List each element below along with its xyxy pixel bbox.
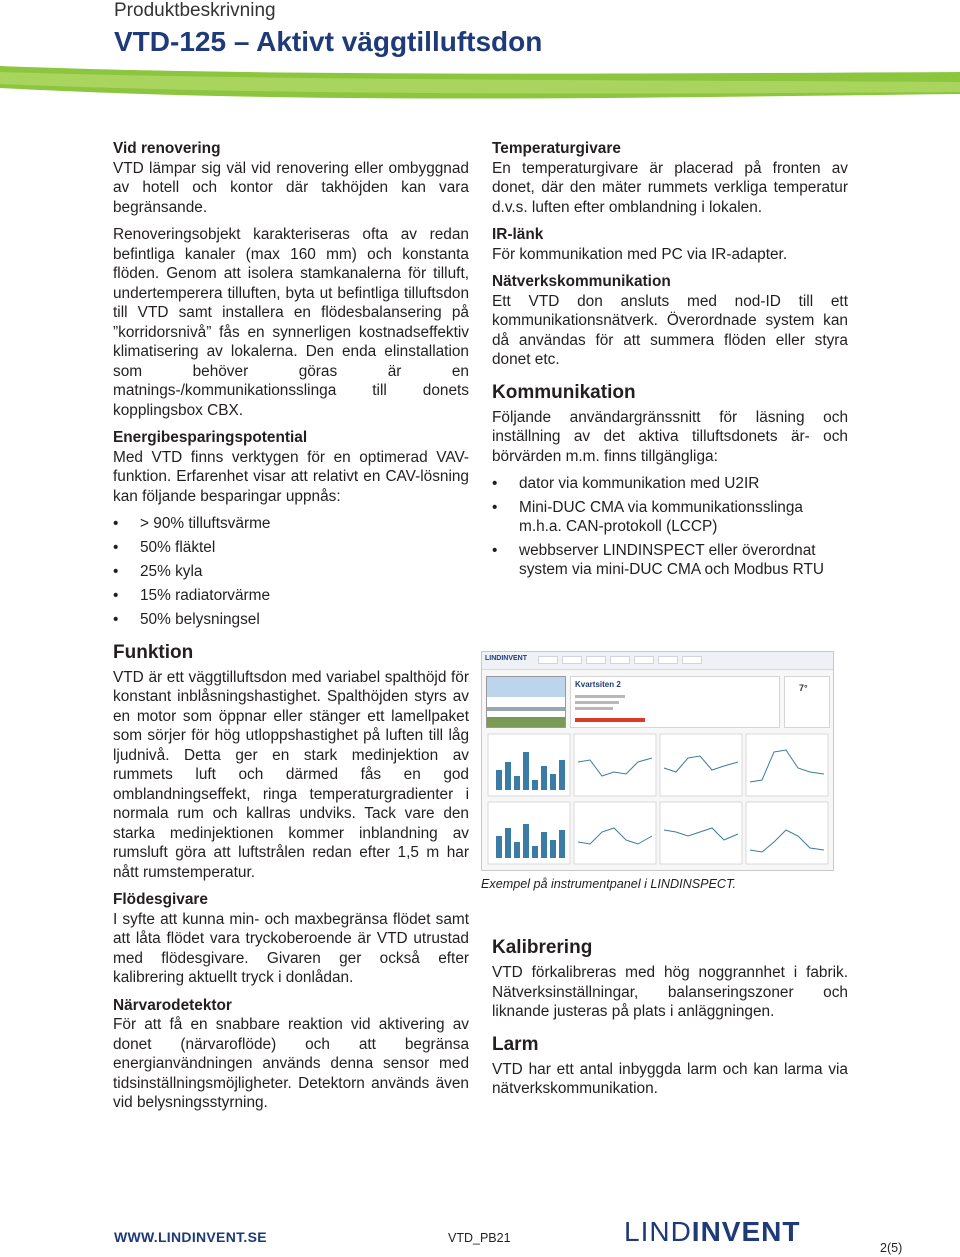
- list-item: • webbserver LINDINSPECT eller överordnat system via mini-DUC CMA och Modbus RTU: [492, 541, 848, 580]
- text-funktion: VTD är ett väggtilluftsdon med variabel spalthöjd för konstant inblåsningshastighet. Spalthöjden styrs av en motor som öppnar eller stänger ett lamellpaket som sörjer för hög utloppshastighet på luften till låg ljudnivå. Detta ger en stark medinjektion av rummets luft och därmed fås en god omblandningseffekt, ringa temperaturgradienter i normala rum och kallras undviks. Tack vare den starka medinjektionen kommer inblandning av rumsluft göra att luftstrålen redan efter 1,5 m har nått rumstemperatur.: [113, 668, 469, 881]
- list-item: • 15% radiatorvärme: [113, 586, 469, 606]
- text-temperaturgivare: En temperaturgivare är placerad på fronten av donet, där den mäter rummets verkliga temperatur d.v.s. luften efter omblandning i lokalen.: [492, 159, 848, 216]
- heading-larm: Larm: [492, 1033, 539, 1055]
- text-kommunikation: Följande användargränssnitt för läsning och inställning av det aktiva tilluftsdonets är- och börvärden m.m. finns tillgängliga:: [492, 408, 848, 465]
- page-number: 2(5): [880, 1241, 903, 1255]
- weather-temp: 7°: [799, 683, 808, 693]
- savings-list: [113, 514, 469, 630]
- text-renovering-1: VTD lämpar sig väl vid renovering eller ombyggnad av hotell och kontor där takhöjden kan vara begränsande.: [113, 159, 469, 216]
- text-natverk: Ett VTD don ansluts med nod-ID till ett kommunikationsnätverk. Överordnade system kan då användas för att summera flöden eller styra donet etc.: [492, 292, 848, 368]
- list-item: • Mini-DUC CMA via kommunikationsslinga m.h.a. CAN-protokoll (LCCP): [492, 498, 848, 537]
- list-item: • > 90% tilluftsvärme: [113, 514, 469, 534]
- weather-panel: [784, 676, 830, 728]
- list-item: • 25% kyla: [113, 562, 469, 582]
- document-code: VTD_PB21: [448, 1231, 511, 1245]
- heading-narvarodetektor: Närvarodetektor: [113, 996, 232, 1014]
- heading-renovering: Vid renovering: [113, 140, 221, 157]
- page-title: VTD-125 – Aktivt väggtilluftsdon: [114, 26, 543, 57]
- dashboard-logo: LINDINVENT: [485, 655, 527, 662]
- site-name: Kvartsiten 2: [575, 680, 621, 689]
- heading-temperaturgivare: Temperaturgivare: [492, 140, 621, 157]
- company-logo: LINDINVENT: [624, 1216, 801, 1247]
- heading-energi: Energibesparingspotential: [113, 429, 308, 446]
- right-column: [492, 139, 848, 584]
- list-item: • dator via kommunikation med U2IR: [492, 474, 848, 494]
- building-photo: [486, 676, 566, 728]
- dashboard-caption: Exempel på instrumentpanel i LINDINSPECT.: [481, 877, 737, 891]
- interface-list: [492, 474, 848, 580]
- list-item: • 50% fläktel: [113, 538, 469, 558]
- heading-flodesgivare: Flödesgivare: [113, 891, 208, 908]
- list-item: • 50% belysningsel: [113, 610, 469, 630]
- left-column: [113, 139, 469, 1113]
- header-swoosh: [0, 58, 960, 108]
- heading-funktion: Funktion: [113, 641, 194, 663]
- dashboard-navbar: [482, 652, 833, 670]
- dashboard-mini-charts: [482, 732, 833, 870]
- text-energi: Med VTD finns verktygen för en optimerad VAV-funktion. Erfarenhet visar att relativt en CAV-lösning kan följande besparingar uppnås:: [113, 448, 469, 505]
- footer-url-link[interactable]: WWW.LINDINVENT.SE: [114, 1229, 267, 1245]
- text-larm: VTD har ett antal inbyggda larm och kan larma via nätverkskommunikation.: [492, 1060, 848, 1097]
- text-ir-lank: För kommunikation med PC via IR-adapter.: [492, 245, 788, 263]
- dashboard-screenshot: [481, 651, 834, 871]
- heading-natverk: Nätverkskommunikation: [492, 273, 671, 290]
- text-flodesgivare: I syfte att kunna min- och maxbegränsa flödet samt att låta flödet vara tryckoberoende är VTD utrustad med flödesgivare. Givaren ger också efter kalibrering aktuellt tryck i donlådan.: [113, 910, 469, 986]
- text-narvarodetektor: För att få en snabbare reaktion vid aktivering av donet (närvaroflöde) och att begränsa energianvändningen används denna sensor med tidsinställningsmöjligheter. Detektorn används även vid belysningsstyrning.: [113, 1016, 469, 1111]
- heading-kalibrering: Kalibrering: [492, 937, 593, 958]
- header-subtitle: Produktbeskrivning: [114, 0, 276, 21]
- text-kalibrering: VTD förkalibreras med hög noggrannhet i fabrik. Nätverksinställningar, balanseringszoner och liknande justeras på plats i anläggningen.: [492, 964, 848, 1020]
- site-info-panel: [570, 676, 780, 728]
- heading-kommunikation: Kommunikation: [492, 381, 636, 403]
- text-renovering-2: Renoveringsobjekt karakteriseras ofta av redan befintliga kanaler (max 160 mm) och konstanta flöden. Genom att isolera stamkanalerna för tilluft, undertemperera tilluften, byta ut befintliga tilluftsdon till VTD samt installera en flödesbalansering på ”korridorsnivå” fås en synnerligen kostnadseffektiv klimatisering av lokalerna. Den enda elinstallation som behöver göras är en matnings-/kommunikationsslinga till donets kopplingsbox CBX.: [113, 226, 469, 419]
- right-column-lower: [492, 930, 848, 1099]
- heading-ir-lank: IR-länk: [492, 226, 544, 243]
